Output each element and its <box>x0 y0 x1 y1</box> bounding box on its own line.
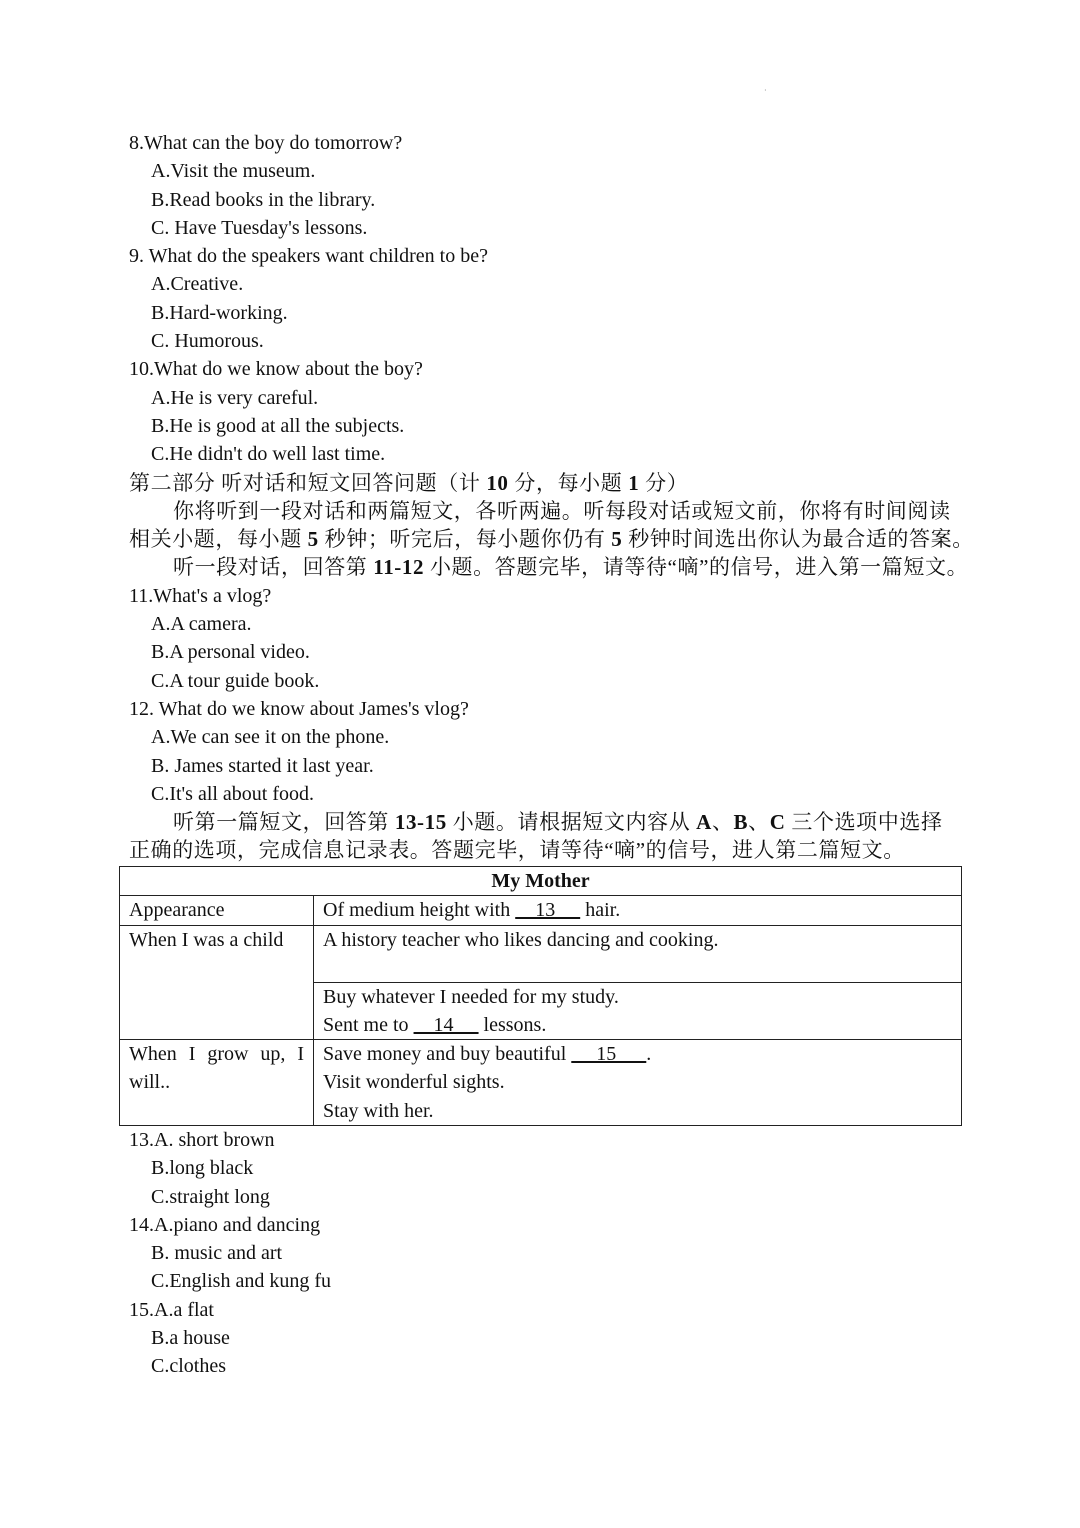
question-10-option-c: C.He didn't do well last time. <box>151 443 386 466</box>
question-14-stem: 14.A.piano and dancing <box>129 1213 321 1236</box>
question-10-stem: 10.What do we know about the boy? <box>129 358 423 381</box>
table-row <box>120 925 962 982</box>
question-11-option-b: B.A personal video. <box>151 641 310 664</box>
question-15-option-b: B.a house <box>151 1327 230 1350</box>
question-13-option-b: B.long black <box>151 1157 254 1180</box>
question-15-option-c: C.clothes <box>151 1355 226 1378</box>
table-row <box>120 1040 962 1126</box>
lessons-line: Sent me to 14 lessons. <box>323 1011 952 1039</box>
page-mark: · <box>764 86 767 95</box>
questions-8-10 <box>129 129 974 865</box>
question-12-option-c: C.It's all about food. <box>151 782 315 805</box>
answer-blank-13: 13 <box>515 899 581 922</box>
question-11-stem: 11.What's a vlog? <box>129 584 272 607</box>
question-12-option-b: B. James started it last year. <box>151 754 374 777</box>
passage1-instruction-line2: 正确的选项，完成信息记录表。答题完毕，请等待“嘀”的信号，进人第二篇短文。 <box>129 838 905 863</box>
question-9-stem: 9. What do the speakers want children to be? <box>129 245 488 268</box>
row-value-grow-up <box>314 1040 962 1126</box>
info-record-table <box>119 866 962 1126</box>
question-11-option-a: A.A camera. <box>151 613 252 636</box>
part2-instruction-line1: 你将听到一段对话和两篇短文，各听两遍。听每段对话或短文前，你将有时间阅读 <box>173 498 951 523</box>
question-11-option-c: C.A tour guide book. <box>151 669 320 692</box>
save-money-line: Save money and buy beautiful 15 . <box>323 1040 952 1068</box>
question-8-option-c: C. Have Tuesday's lessons. <box>151 216 368 239</box>
row-value-childhood-support <box>314 982 962 1040</box>
question-13-option-c: C.straight long <box>151 1185 270 1208</box>
question-10-option-b: B.He is good at all the subjects. <box>151 414 405 437</box>
question-9-option-c: C. Humorous. <box>151 330 264 353</box>
answer-blank-15: 15 <box>571 1043 647 1066</box>
question-14-option-c: C.English and kung fu <box>151 1270 331 1293</box>
question-10-option-a: A.He is very careful. <box>151 386 319 409</box>
answer-blank-14: 14 <box>413 1013 479 1036</box>
row-label-appearance: Appearance <box>120 896 314 925</box>
question-8-stem: 8.What can the boy do tomorrow? <box>129 132 403 154</box>
question-12-option-a: A.We can see it on the phone. <box>151 726 390 749</box>
question-13-stem: 13.A. short brown <box>129 1129 275 1151</box>
part2-instruction-line2: 相关小题，每小题 5 秒钟；听完后，每小题你仍有 5 秒钟时间选出你认为最合适的答案。 <box>129 527 974 552</box>
row-label-grow-up: When I grow up, I will.. <box>120 1040 314 1126</box>
support-line: Buy whatever I needed for my study. <box>323 985 619 1008</box>
question-8-option-a: A.Visit the museum. <box>151 160 316 183</box>
row-value-childhood-job: A history teacher who likes dancing and cooking. <box>314 925 962 982</box>
question-8-option-b: B.Read books in the library. <box>151 188 376 211</box>
row-label-childhood: When I was a child <box>120 925 314 1040</box>
question-9-option-b: B.Hard-working. <box>151 301 288 324</box>
table-row <box>120 896 962 925</box>
question-12-stem: 12. What do we know about James's vlog? <box>129 697 469 720</box>
table-title: My Mother <box>120 867 962 896</box>
passage1-instruction-line1: 听第一篇短文，回答第 13-15 小题。请根据短文内容从 A、B、C 三个选项中选择 <box>173 810 943 835</box>
part2-title: 第二部分 听对话和短文回答问题（计 10 分，每小题 1 分） <box>129 470 689 495</box>
dialog-instruction: 听一段对话，回答第 11-12 小题。答题完毕，请等待“嘀”的信号，进入第一篇短文。 <box>173 555 969 580</box>
question-14-option-b: B. music and art <box>151 1242 283 1265</box>
stay-with-her-line: Stay with her. <box>323 1099 434 1122</box>
question-15-stem: 15.A.a flat <box>129 1298 214 1321</box>
row-value-appearance: Of medium height with 13 hair. <box>314 896 962 925</box>
questions-13-15 <box>129 1126 959 1381</box>
visit-sights-line: Visit wonderful sights. <box>323 1071 505 1094</box>
question-9-option-a: A.Creative. <box>151 273 244 296</box>
table-row <box>120 867 962 896</box>
